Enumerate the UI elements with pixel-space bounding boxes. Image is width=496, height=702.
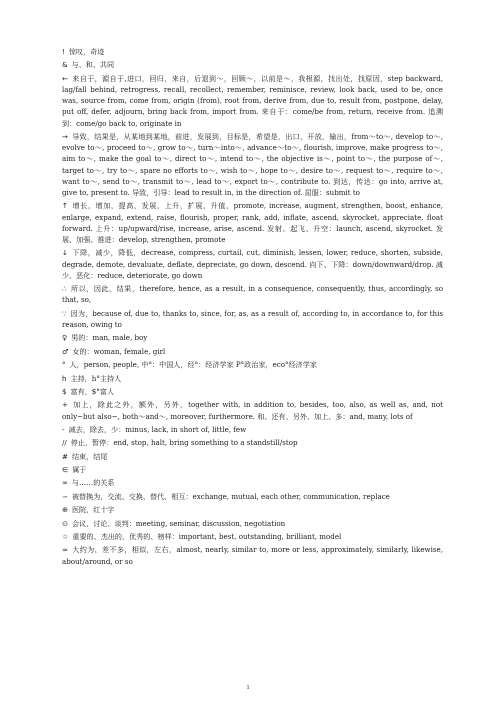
entry-symbol: ∞	[62, 478, 68, 488]
list-item	[62, 73, 443, 129]
list-item	[62, 437, 443, 448]
list-item	[62, 531, 443, 542]
entry-symbol: ∈	[62, 465, 69, 475]
entry-text: 与、和、共同	[71, 60, 115, 70]
entry-text: 下降，减少，降低，decrease, compress, curtail, cut, diminish, lessen, lower, reduce, shorten, subside, degrade, demote, devaluate, deflate, depreciate, go down, descend. 向下、下降：down/downward/drop. 减少、恶化：reduce, deteriorate, go down	[62, 248, 443, 280]
list-item	[62, 247, 443, 281]
entry-symbol: ♀	[62, 333, 68, 343]
entry-symbol: h	[62, 373, 67, 383]
entry-text: 结束，结尾	[71, 451, 108, 461]
entry-text: 来自于，源自于,进口，回归，来自，后退到～，回顾～，以前是～，我根源，找出处，找原因，step backward, lag/fall behind, retrogress, recall, recollect, remember, reminisce, review, look back, used to be, once was, source from, come from, origin (from), root from, derive from, due to, result from, postpone, delay, put off, defer, adjourn, bring back from, import from. 来自于：come/be from, return, receive from. 追溯到：come/go back to, originate in	[62, 73, 443, 128]
list-item	[62, 46, 443, 57]
list-item	[62, 332, 443, 343]
entry-symbol: ∴	[62, 284, 67, 294]
list-item	[62, 346, 443, 357]
page-number: 1	[246, 684, 250, 691]
list-item	[62, 477, 443, 488]
entry-symbol: °	[62, 360, 66, 370]
entry-text: 重要的、杰出的，优秀的、榜样：important, best, outstanding, brilliant, model	[72, 532, 342, 542]
list-item	[62, 131, 443, 198]
entry-text: 与……的关系	[71, 478, 115, 488]
entry-symbol: ∽	[62, 491, 68, 501]
entry-text: 男的：man, male, boy	[71, 333, 148, 343]
entry-text: 减去，除去，少：minus, lack, in short of, little, few	[68, 424, 247, 434]
entry-symbol: ↑	[62, 201, 68, 211]
entry-symbol: #	[62, 451, 68, 461]
list-item	[62, 359, 443, 370]
entry-text: 医院，红十字	[71, 505, 115, 515]
entry-text: 导致，结果是，从某地到某地，前进，发展到，目标是，希望是，出口，开放，输出，from～to～, develop to～, evolve to～, proceed to～, grow to～, turn～into～, advance～to～, flourish, improve, make progress to～, aim to～, make the goal to～, direct to～, intend to～, the objective is～, point to～, the purpose of～, target to～, try to～, spare no efforts to～, wish to～, hope to～, desire to～, request to～, require to～, want to～, send to～, transmit to～, lead to～, export to～, contribute to. 到达，传达：go into, arrive at, give to, present to. 导致，引导：lead to result in, in the direction of. 屈服：submit to	[62, 131, 443, 197]
entry-symbol: -	[62, 424, 65, 434]
entry-symbol: &	[62, 60, 68, 70]
entry-text: 大约为，差不多，相似，左右，almost, nearly, similar to, more or less, approximately, similarly, likewise, about/around, or so	[62, 545, 443, 566]
entry-text: 加上，除此之外，额外，另外，together with, in addition to, besides, too, also, as well as, and, not only~but also~, both～and～, moreover, furthermore. 和、还有、另外、加上、多：and, many, lots of	[62, 400, 443, 421]
entry-symbol: ↓	[62, 248, 68, 258]
list-item	[62, 373, 443, 384]
list-item	[62, 464, 443, 475]
entry-symbol: //	[62, 438, 67, 448]
list-item	[62, 399, 443, 421]
entry-symbol: ⊙	[62, 518, 68, 528]
entry-text: 属于	[72, 465, 87, 475]
entry-symbol: ♂	[62, 346, 69, 356]
entry-symbol: ←	[62, 73, 68, 83]
list-item	[62, 308, 443, 330]
entry-symbol: !	[62, 47, 65, 56]
entry-text: 所以，因此，结果，therefore, hence, as a result, in a consequence, consequently, thus, accordingly, so that, so,	[62, 284, 443, 305]
entry-text: 因为，because of, due to, thanks to, since, for, as, as a result of, according to, in accordance to, for this reason, owing to	[62, 308, 443, 329]
list-item	[62, 544, 443, 566]
list-item	[62, 386, 443, 397]
list-item	[62, 518, 443, 529]
entry-symbol: →	[62, 131, 68, 141]
entry-text: 女的：woman, female, girl	[72, 346, 166, 356]
entry-text: 主持，h°主持人	[70, 373, 122, 383]
entry-symbol: ☆	[62, 532, 69, 542]
list-item	[62, 424, 443, 435]
list-item	[62, 59, 443, 70]
entry-symbol: $	[62, 386, 67, 396]
entry-symbol: ∵	[62, 308, 67, 318]
entry-symbol: ≈	[62, 545, 68, 555]
entry-text: 增长，增加，提高，发展，上升，扩展，升值，promote, increase, augment, strengthen, boost, enhance, enlarge, expand, extend, raise, flourish, proper, rank, add, inflate, ascend, skyrocket, appreciate, float forward. 上升：up/upward/rise, increase, arise, ascend. 发射、起飞、升空：launch, ascend, skyrocket. 发展、加强、推进：develop, strengthen, promote	[62, 201, 443, 244]
symbol-list	[62, 46, 443, 569]
list-item	[62, 491, 443, 502]
entry-symbol: ⊕	[62, 505, 68, 515]
entry-text: 富有，$°富人	[70, 386, 115, 396]
entry-text: 停止，暂停：end, stop, halt, bring something to a standstill/stop	[70, 438, 298, 448]
entry-text: 会议、讨论、谈判：meeting, seminar, discussion, negotiation	[71, 518, 286, 528]
entry-text: 惊叹，奇迹	[68, 47, 105, 56]
list-item	[62, 504, 443, 515]
list-item	[62, 451, 443, 462]
entry-symbol: +	[62, 400, 68, 410]
list-item	[62, 283, 443, 305]
entry-text: 被替换为，交流、交换、替代、相互：exchange, mutual, each other, communication, replace	[71, 491, 390, 501]
entry-text: 人，person, people, 中°：中国人，经°：经济学家 P°政治家，eco°经济学家	[69, 360, 317, 370]
list-item	[62, 200, 443, 245]
